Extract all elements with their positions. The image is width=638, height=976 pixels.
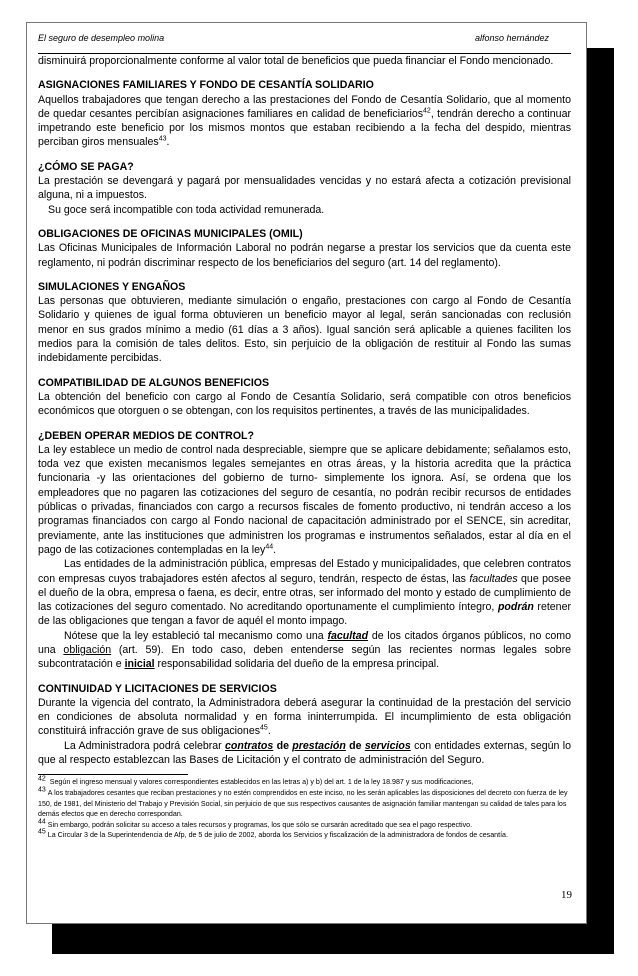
- heading-como-se-paga: ¿CÓMO SE PAGA?: [38, 160, 134, 173]
- running-header: [38, 33, 571, 54]
- heading-simulaciones: SIMULACIONES Y ENGAÑOS: [38, 280, 186, 293]
- paragraph-compatibilidad: La obtención del beneficio con cargo al Fondo de Cesantía Solidario, será compatible con otros beneficios económicos que otorguen o se obtengan, con los requisitos pertinentes, a través de las municipalidades.: [38, 390, 571, 418]
- page-shadow-right: [587, 48, 614, 954]
- heading-medios-control: ¿DEBEN OPERAR MEDIOS DE CONTROL?: [38, 429, 255, 442]
- paragraph-como-se-paga: La prestación se devengará y pagará por mensualidades vencidas y no estará afecta a cotización previsional alguna, ni a impuestos.: [38, 175, 571, 202]
- heading-compatibilidad: COMPATIBILIDAD DE ALGUNOS BENEFICIOS: [38, 376, 270, 389]
- paragraph-simulaciones: Las personas que obtuvieren, mediante simulación o engaño, prestaciones con cargo al Fondo de Cesantía Solidario y quienes de igual forma obtuvieren un beneficio mayor al legal, serán sancionadas con reclusión menor en sus grados mínimo a medio (61 días a 3 años). Igual sanción será aplicable a quienes faciliten los medios para la comisión de tales delitos. Esto, sin perjuicio de la obligación de restituir al Fondo las sumas indebidamente percibidas.: [38, 295, 571, 365]
- footnote-44: $^{44}$ Sin embargo, podrán solicitar su acceso a tales recursos y programas, los que sólo se cursarán acreditado que sea el pago respectivo.: [38, 818, 473, 829]
- paragraph-intro: disminuirá proporcionalmente conforme al valor total de beneficios que pueda financiar el Fondo mencionado.: [38, 55, 554, 67]
- footnote-ref-42: 42: [423, 107, 431, 115]
- page-content: [38, 33, 571, 841]
- paragraph-medios-control-1: La ley establece un medio de control nada despreciable, siempre que se aplicare debidamente; señalamos esto, toda vez que existen mecanismos legales semejantes en otras áreas, y la historia acredita que la práctica funcionaria -y las orientaciones del gobierno de turno- simplemente los ignora. Así, se ordena que los empleadores que no pagaren las cotizaciones del seguro de cesantía, no podrán recibir recursos de entidades públicas o privadas, financiados con cargo a recursos fiscales de fomento productivo, ni tendrán acceso a los programas financiados con cargo al Fondo nacional de capacitación administrado por el SENCE, sin acreditar, previamente, ante las instituciones que administren los programas e instrumentos señalados, estar al día en el pago de las cotizaciones contempladas en la ley$^{44}$.: [38, 443, 571, 556]
- header-right: alfonso hernández: [474, 33, 549, 43]
- document-page: [26, 22, 587, 924]
- paragraph-medios-control-2: Las entidades de la administración pública, empresas del Estado y municipalidades, que celebren contratos con empresas cuyos trabajadores estén afectos al seguro, tendrán, respecto de éstas, las facultades que posee el dueño de la obra, empresa o faena, es decir, entre otras, ser informado del monto y estado de cumplimiento de las cotizaciones del seguro comentado. No acreditando oportunamente el cumplimiento íntegro, podrán retener de las obligaciones que tengan a favor de aquél el monto impago.: [38, 558, 571, 628]
- paragraph-continuidad-1: Durante la vigencia del contrato, la Administradora deberá asegurar la continuidad de la prestación del servicio en condiciones de absoluta normalidad y en forma ininterrumpida. El incumplimiento de esta obligación constituirá infracción grave de sus obligaciones$^{45}$.: [38, 696, 571, 738]
- paragraph-incompatible: Su goce será incompatible con toda actividad remunerada.: [48, 203, 325, 216]
- footnote-ref-44: 44: [265, 543, 274, 551]
- footnote-45: $^{45}$ La Circular 3 de la Superintendencia de Afp, de 5 de julio de 2002, aborda los Servicios y fiscalización de la administradora de fondos de cesantía.: [38, 828, 508, 840]
- heading-continuidad: CONTINUIDAD Y LICITACIONES DE SERVICIOS: [38, 682, 277, 695]
- heading-asignaciones: ASIGNACIONES FAMILIARES Y FONDO DE CESANTÍA SOLIDARIO: [38, 79, 374, 92]
- paragraph-continuidad-2: La Administradora podrá celebrar contratos de prestación de servicios con entidades externas, según lo que al respecto establezcan las Bases de Licitación y el contrato de administración del Seguro.: [38, 739, 571, 767]
- footnote-separator: [38, 774, 188, 775]
- footnote-42: $^{42}$ Según el ingreso mensual y valores correspondientes establecidos en las letras a) y b) del art. 1 de la ley 18.987 y sus modificaciones,: [38, 776, 474, 787]
- footnote-ref-43: 43: [158, 135, 167, 143]
- paragraph-omil: Las Oficinas Municipales de Información Laboral no podrán negarse a prestar los servicios que da cuenta este reglamento, ni podrán discriminar respecto de los beneficiarios del seguro (art. 14 del reglamento).: [38, 242, 571, 269]
- footnote-ref-45: 45: [260, 724, 268, 732]
- paragraph-medios-control-3: Nótese que la ley estableció tal mecanismo como una facultad de los citados órganos públicos, no como una obligación (art. 59). En todo caso, deben entenderse según las recientes normas legales sobre subcontratación e inicial responsabilidad solidaria del dueño de la empresa principal.: [38, 629, 572, 671]
- heading-omil: OBLIGACIONES DE OFICINAS MUNICIPALES (OMIL): [38, 227, 303, 240]
- page-number: 19: [561, 889, 572, 901]
- footnote-43: $^{43}$ A los trabajadores cesantes que reciban prestaciones y no estén comprendidos en este inciso, no les serán aplicables las disposiciones del decreto con fuerza de ley 150, de 1981, del Ministerio del Trabajo y Previsión Social, sin perjuicio de que sus respectivos causantes de asignación familiar mantengan su calidad de tales para los demás efectos que en derecho correspondan.: [38, 786, 568, 819]
- paragraph-asignaciones: Aquellos trabajadores que tengan derecho a las prestaciones del Fondo de Cesantía Solidario, que al momento de quedar cesantes percibían asignaciones familiares en calidad de beneficiarios$^{42}$, tendrán derecho a continuar impetrando este beneficio por los mismos montos que estaban recibiendo a la fecha del despido, mientras perciban giros mensuales$^{43}$.: [38, 93, 571, 149]
- header-left: El seguro de desempleo molina: [38, 33, 165, 43]
- page-shadow-bottom: [52, 924, 614, 954]
